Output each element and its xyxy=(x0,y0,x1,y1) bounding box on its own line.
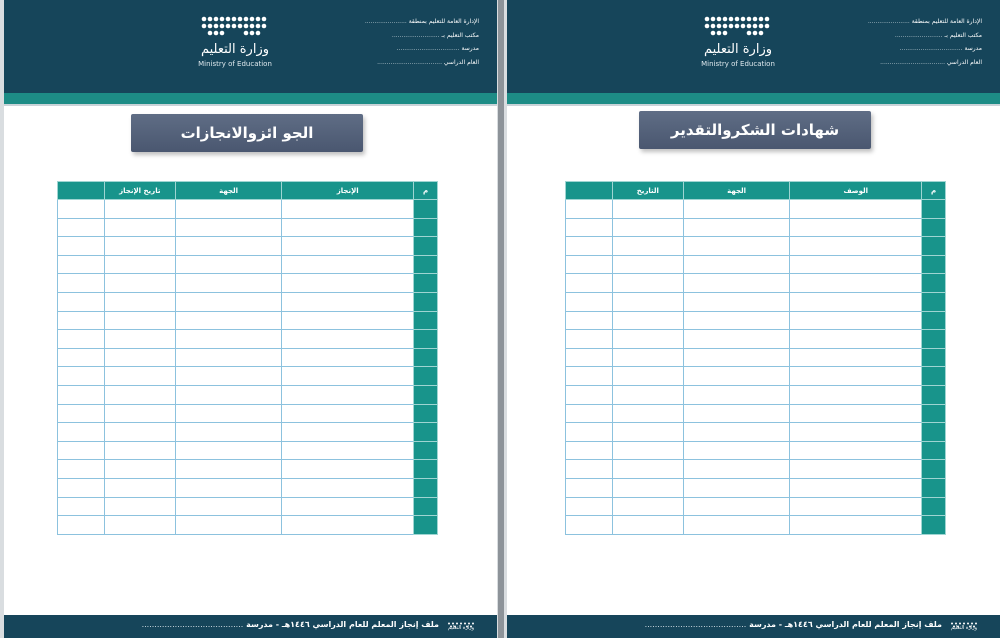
row-number-cell xyxy=(414,404,438,423)
table-row xyxy=(566,385,946,404)
header-stripe-line xyxy=(507,104,1000,106)
table-row xyxy=(566,255,946,274)
table-cell[interactable] xyxy=(282,497,414,516)
table-cell[interactable] xyxy=(58,497,105,516)
table-cell[interactable] xyxy=(566,330,613,349)
table-cell[interactable] xyxy=(612,200,683,219)
table-cell[interactable] xyxy=(282,460,414,479)
header-stripe xyxy=(4,93,497,104)
table-cell[interactable] xyxy=(175,385,282,404)
table-row xyxy=(58,330,438,349)
meta-school: مدرسة ................................. xyxy=(396,45,479,52)
page-header xyxy=(507,0,1000,93)
row-number-cell xyxy=(414,200,438,219)
row-number-cell xyxy=(414,441,438,460)
table-cell[interactable] xyxy=(175,274,282,293)
table-row xyxy=(58,255,438,274)
table-cell[interactable] xyxy=(175,330,282,349)
column-header-date: التاريخ xyxy=(612,182,683,200)
table-cell[interactable] xyxy=(566,348,613,367)
column-header-blank xyxy=(58,182,105,200)
table-row xyxy=(566,516,946,535)
table-cell[interactable] xyxy=(790,200,922,219)
table-cell[interactable] xyxy=(612,348,683,367)
table-cell[interactable] xyxy=(282,237,414,256)
table-cell[interactable] xyxy=(612,311,683,330)
row-number-cell xyxy=(414,423,438,442)
row-number-cell xyxy=(922,460,946,479)
table-cell[interactable] xyxy=(175,237,282,256)
table-cell[interactable] xyxy=(104,200,175,219)
table-cell[interactable] xyxy=(612,516,683,535)
row-number-cell xyxy=(922,237,946,256)
table-cell[interactable] xyxy=(58,255,105,274)
table-cell[interactable] xyxy=(58,404,105,423)
table-row xyxy=(566,404,946,423)
table-cell[interactable] xyxy=(566,497,613,516)
row-number-cell xyxy=(414,478,438,497)
table-cell[interactable] xyxy=(566,311,613,330)
table-cell[interactable] xyxy=(612,441,683,460)
table-cell[interactable] xyxy=(790,404,922,423)
table-row xyxy=(566,441,946,460)
table-cell[interactable] xyxy=(175,200,282,219)
table-cell[interactable] xyxy=(683,478,790,497)
table-cell[interactable] xyxy=(612,255,683,274)
table-row xyxy=(58,367,438,386)
table-cell[interactable] xyxy=(790,330,922,349)
table-cell[interactable] xyxy=(790,311,922,330)
table-cell[interactable] xyxy=(566,200,613,219)
table-cell[interactable] xyxy=(282,200,414,219)
table-cell[interactable] xyxy=(683,497,790,516)
ministry-logo xyxy=(693,14,783,72)
table-cell[interactable] xyxy=(175,367,282,386)
table-cell[interactable] xyxy=(175,218,282,237)
row-number-cell xyxy=(414,385,438,404)
table-cell[interactable] xyxy=(175,292,282,311)
table-cell[interactable] xyxy=(282,516,414,535)
table-cell[interactable] xyxy=(104,404,175,423)
table-cell[interactable] xyxy=(58,292,105,311)
meta-year: العام الدراسي .................................. xyxy=(880,58,982,66)
table-cell[interactable] xyxy=(683,516,790,535)
table-cell[interactable] xyxy=(790,497,922,516)
table-cell[interactable] xyxy=(104,497,175,516)
table-cell[interactable] xyxy=(104,218,175,237)
meta-school: مدرسة ................................. xyxy=(899,45,982,52)
table-row xyxy=(58,274,438,293)
footer-text: ملف إنجاز المعلم للعام الدراسي ١٤٤٦هـ - مدرسة ........................................ xyxy=(141,620,439,629)
table-cell[interactable] xyxy=(683,367,790,386)
column-header-description: الوصف xyxy=(790,182,922,200)
table-cell[interactable] xyxy=(683,404,790,423)
table-cell[interactable] xyxy=(104,441,175,460)
table-cell[interactable] xyxy=(612,274,683,293)
meta-year: العام الدراسي .................................. xyxy=(377,58,479,66)
table-cell[interactable] xyxy=(790,237,922,256)
table-row xyxy=(58,237,438,256)
table-cell[interactable] xyxy=(566,274,613,293)
column-header-entity: الجهة xyxy=(683,182,790,200)
row-number-cell xyxy=(414,330,438,349)
row-number-cell xyxy=(922,274,946,293)
table-cell[interactable] xyxy=(175,478,282,497)
table-cell[interactable] xyxy=(683,200,790,219)
table-cell[interactable] xyxy=(58,274,105,293)
certificates-page xyxy=(507,0,1000,638)
row-number-cell xyxy=(922,516,946,535)
ministry-dots-icon xyxy=(198,14,272,40)
table-row xyxy=(566,460,946,479)
table-cell[interactable] xyxy=(612,237,683,256)
footer-logo-text: وزارة التعليم xyxy=(950,625,978,631)
table-cell[interactable] xyxy=(612,330,683,349)
table-cell[interactable] xyxy=(790,348,922,367)
row-number-cell xyxy=(922,200,946,219)
table-cell[interactable] xyxy=(790,292,922,311)
table-row xyxy=(566,423,946,442)
column-header-achievement: الإنجاز xyxy=(282,182,414,200)
table-cell[interactable] xyxy=(104,330,175,349)
table-cell[interactable] xyxy=(282,367,414,386)
table-cell[interactable] xyxy=(612,385,683,404)
table-cell[interactable] xyxy=(282,404,414,423)
table-cell[interactable] xyxy=(104,478,175,497)
meta-region: الإدارة العامة للتعليم بمنطقة ...................... xyxy=(867,18,982,25)
table-cell[interactable] xyxy=(58,423,105,442)
table-row xyxy=(566,367,946,386)
table-cell[interactable] xyxy=(612,292,683,311)
row-number-cell xyxy=(414,311,438,330)
table-row xyxy=(58,292,438,311)
table-cell[interactable] xyxy=(790,460,922,479)
row-number-cell xyxy=(922,348,946,367)
row-number-cell xyxy=(414,516,438,535)
table-cell[interactable] xyxy=(104,385,175,404)
table-cell[interactable] xyxy=(790,255,922,274)
table-row xyxy=(566,274,946,293)
row-number-cell xyxy=(414,274,438,293)
table-cell[interactable] xyxy=(612,478,683,497)
table-cell[interactable] xyxy=(282,218,414,237)
table-row xyxy=(58,497,438,516)
table-row xyxy=(566,218,946,237)
table-cell[interactable] xyxy=(566,516,613,535)
table-cell[interactable] xyxy=(175,516,282,535)
table-cell[interactable] xyxy=(282,255,414,274)
row-number-cell xyxy=(414,218,438,237)
row-number-cell xyxy=(922,255,946,274)
table-cell[interactable] xyxy=(282,478,414,497)
table-cell[interactable] xyxy=(282,330,414,349)
table-cell[interactable] xyxy=(58,460,105,479)
table-row xyxy=(58,478,438,497)
page-divider xyxy=(498,0,504,638)
table-cell[interactable] xyxy=(282,311,414,330)
table-cell[interactable] xyxy=(790,441,922,460)
page-footer xyxy=(4,615,497,638)
table-cell[interactable] xyxy=(790,367,922,386)
table-cell[interactable] xyxy=(104,292,175,311)
page-footer xyxy=(507,615,1000,638)
table-row xyxy=(58,441,438,460)
table-cell[interactable] xyxy=(683,330,790,349)
header-stripe-line xyxy=(4,104,497,106)
table-cell[interactable] xyxy=(104,237,175,256)
awards-page xyxy=(4,0,497,638)
table-cell[interactable] xyxy=(683,274,790,293)
table-cell[interactable] xyxy=(175,423,282,442)
meta-office: مكتب التعليم بـ ......................... xyxy=(894,31,982,39)
table-cell[interactable] xyxy=(683,460,790,479)
table-cell[interactable] xyxy=(104,255,175,274)
ministry-logo xyxy=(190,14,280,72)
table-cell[interactable] xyxy=(104,348,175,367)
table-cell[interactable] xyxy=(566,478,613,497)
logo-arabic-text: وزارة التعليم xyxy=(703,42,773,57)
table-row xyxy=(566,497,946,516)
table-row xyxy=(58,311,438,330)
table-cell[interactable] xyxy=(175,404,282,423)
table-cell[interactable] xyxy=(612,460,683,479)
table-cell[interactable] xyxy=(282,348,414,367)
table-cell[interactable] xyxy=(683,385,790,404)
table-row xyxy=(58,516,438,535)
page-title: شهادات الشكروالتقدير xyxy=(639,111,871,149)
table-cell[interactable] xyxy=(58,385,105,404)
table-cell[interactable] xyxy=(175,460,282,479)
table-cell[interactable] xyxy=(566,460,613,479)
header-meta xyxy=(842,15,982,69)
row-number-cell xyxy=(922,497,946,516)
footer-logo-text: وزارة التعليم xyxy=(447,625,475,631)
table-cell[interactable] xyxy=(58,441,105,460)
table-cell[interactable] xyxy=(58,237,105,256)
table-cell[interactable] xyxy=(58,218,105,237)
row-number-cell xyxy=(922,423,946,442)
logo-english-text: Ministry of Education xyxy=(198,60,272,68)
table-cell[interactable] xyxy=(683,423,790,442)
table-cell[interactable] xyxy=(612,423,683,442)
column-header-date: تاريخ الإنجاز xyxy=(104,182,175,200)
table-cell[interactable] xyxy=(175,441,282,460)
row-number-cell xyxy=(414,255,438,274)
row-number-cell xyxy=(414,292,438,311)
logo-english-text: Ministry of Education xyxy=(701,60,775,68)
table-row xyxy=(566,330,946,349)
table-cell[interactable] xyxy=(612,497,683,516)
footer-text: ملف إنجاز المعلم للعام الدراسي ١٤٤٦هـ - مدرسة ........................................ xyxy=(644,620,942,629)
table-cell[interactable] xyxy=(683,348,790,367)
table-cell[interactable] xyxy=(790,274,922,293)
table-row xyxy=(58,200,438,219)
ministry-dots-icon xyxy=(701,14,775,40)
table-row xyxy=(58,460,438,479)
table-cell[interactable] xyxy=(566,367,613,386)
table-row xyxy=(58,385,438,404)
row-number-cell xyxy=(922,218,946,237)
column-header-blank xyxy=(566,182,613,200)
page-header xyxy=(4,0,497,93)
row-number-cell xyxy=(414,497,438,516)
table-cell[interactable] xyxy=(282,441,414,460)
table-cell[interactable] xyxy=(58,367,105,386)
table-cell[interactable] xyxy=(104,311,175,330)
table-row xyxy=(566,237,946,256)
table-cell[interactable] xyxy=(58,516,105,535)
table-cell[interactable] xyxy=(566,237,613,256)
column-header-number: م xyxy=(414,182,438,200)
row-number-cell xyxy=(922,292,946,311)
table-cell[interactable] xyxy=(104,423,175,442)
table-cell[interactable] xyxy=(175,348,282,367)
table-cell[interactable] xyxy=(790,423,922,442)
header-stripe xyxy=(507,93,1000,104)
table-cell[interactable] xyxy=(790,218,922,237)
table-row xyxy=(566,200,946,219)
table-cell[interactable] xyxy=(104,367,175,386)
table-cell[interactable] xyxy=(683,255,790,274)
table-cell[interactable] xyxy=(612,404,683,423)
table-cell[interactable] xyxy=(683,311,790,330)
meta-office: مكتب التعليم بـ ......................... xyxy=(391,31,479,39)
table-row xyxy=(58,348,438,367)
row-number-cell xyxy=(414,237,438,256)
page-title: الجو ائزوالانجازات xyxy=(131,114,363,152)
table-cell[interactable] xyxy=(282,385,414,404)
table-cell[interactable] xyxy=(282,423,414,442)
awards-table xyxy=(57,181,438,535)
table-row xyxy=(566,348,946,367)
table-cell[interactable] xyxy=(282,292,414,311)
table-cell[interactable] xyxy=(683,218,790,237)
column-header-entity: الجهة xyxy=(175,182,282,200)
header-meta xyxy=(339,15,479,69)
table-cell[interactable] xyxy=(790,516,922,535)
table-row xyxy=(566,292,946,311)
meta-region: الإدارة العامة للتعليم بمنطقة ...................... xyxy=(364,18,479,25)
table-row xyxy=(566,311,946,330)
table-cell[interactable] xyxy=(566,292,613,311)
table-cell[interactable] xyxy=(58,200,105,219)
table-cell[interactable] xyxy=(612,218,683,237)
table-cell[interactable] xyxy=(175,311,282,330)
table-cell[interactable] xyxy=(104,460,175,479)
row-number-cell xyxy=(922,478,946,497)
table-cell[interactable] xyxy=(612,367,683,386)
table-cell[interactable] xyxy=(566,423,613,442)
table-row xyxy=(58,404,438,423)
table-cell[interactable] xyxy=(58,478,105,497)
table-cell[interactable] xyxy=(683,292,790,311)
table-cell[interactable] xyxy=(58,330,105,349)
row-number-cell xyxy=(414,460,438,479)
table-cell[interactable] xyxy=(58,311,105,330)
row-number-cell xyxy=(922,404,946,423)
table-cell[interactable] xyxy=(566,441,613,460)
table-row xyxy=(58,423,438,442)
table-row xyxy=(566,478,946,497)
table-cell[interactable] xyxy=(566,218,613,237)
table-cell[interactable] xyxy=(104,274,175,293)
table-cell[interactable] xyxy=(175,255,282,274)
table-cell[interactable] xyxy=(683,441,790,460)
table-row xyxy=(58,218,438,237)
table-cell[interactable] xyxy=(175,497,282,516)
row-number-cell xyxy=(414,367,438,386)
table-cell[interactable] xyxy=(566,255,613,274)
row-number-cell xyxy=(922,330,946,349)
table-cell[interactable] xyxy=(104,516,175,535)
column-header-number: م xyxy=(922,182,946,200)
certificates-table xyxy=(565,181,946,535)
row-number-cell xyxy=(414,348,438,367)
table-cell[interactable] xyxy=(282,274,414,293)
table-cell[interactable] xyxy=(683,237,790,256)
table-cell[interactable] xyxy=(790,478,922,497)
row-number-cell xyxy=(922,311,946,330)
table-cell[interactable] xyxy=(566,404,613,423)
row-number-cell xyxy=(922,441,946,460)
table-cell[interactable] xyxy=(58,348,105,367)
row-number-cell xyxy=(922,367,946,386)
table-cell[interactable] xyxy=(566,385,613,404)
table-cell[interactable] xyxy=(790,385,922,404)
row-number-cell xyxy=(922,385,946,404)
logo-arabic-text: وزارة التعليم xyxy=(200,42,270,57)
